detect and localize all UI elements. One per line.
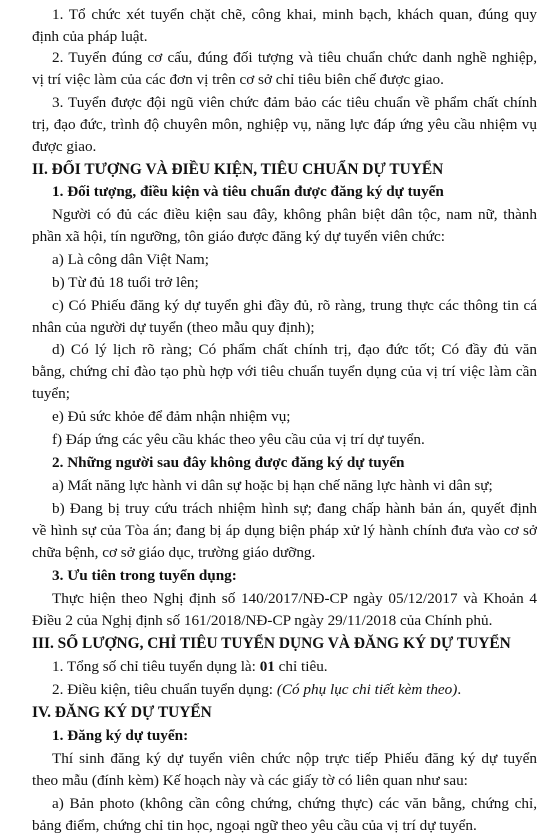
text-line: theo mẫu (đính kèm) Kế hoạch này và các giấy tờ có liên quan như sau: — [32, 772, 468, 789]
section-heading-3: III. SỐ LƯỢNG, CHỈ TIÊU TUYỂN DỤNG VÀ ĐĂNG KÝ DỰ TUYỂN — [32, 635, 511, 652]
text-line: Người có đủ các điều kiện sau đây, không phân biệt dân tộc, nam nữ, thành — [52, 206, 537, 223]
text-line: định của pháp luật. — [32, 28, 148, 45]
text-line: vị trí việc làm của các đơn vị trên cơ sở chỉ tiêu biên chế được giao. — [32, 71, 444, 88]
text-line: 3. Tuyển được đội ngũ viên chức đảm bảo các tiêu chuẩn về phẩm chất chính — [52, 94, 537, 111]
conditions-prefix: 2. Điều kiện, tiêu chuẩn tuyển dụng: — [52, 681, 277, 698]
quota-prefix: 1. Tổng số chỉ tiêu tuyển dụng là: — [52, 658, 260, 675]
subsection-heading: 3. Ưu tiên trong tuyển dụng: — [52, 567, 237, 584]
conditions-suffix: . — [457, 681, 462, 698]
conditions-line — [52, 680, 537, 699]
text-line: trị, đạo đức, trình độ chuyên môn, nghiệp vụ, năng lực đáp ứng yêu cầu nhiệm vụ — [32, 116, 537, 133]
subsection-heading: 1. Đăng ký dự tuyển: — [52, 727, 189, 744]
list-item: c) Có Phiếu đăng ký dự tuyển ghi đầy đủ, rõ ràng, trung thực các thông tin cá — [52, 297, 537, 314]
list-item: a) Là công dân Việt Nam; — [52, 251, 209, 268]
list-item: f) Đáp ứng các yêu cầu khác theo yêu cầu của vị trí dự tuyển. — [52, 431, 425, 448]
text-line: Thực hiện theo Nghị định số 140/2017/NĐ-CP ngày 05/12/2017 và Khoản 4 — [52, 590, 537, 607]
quota-line — [52, 657, 537, 676]
text-line: phần xã hội, tín ngưỡng, tôn giáo được đăng ký dự tuyển viên chức: — [32, 228, 445, 245]
text-line: bằng, chứng chỉ đào tạo phù hợp với tiêu chuẩn tuyển dụng của vị trí việc làm cần — [32, 363, 537, 380]
text-line: bảng điểm, chứng chỉ tin học, ngoại ngữ theo yêu cầu của vị trí dự tuyển. — [32, 817, 477, 834]
text-line: chữa bệnh, cơ sở giáo dục, trường giáo dưỡng. — [32, 544, 316, 561]
text-line: 2. Tuyển đúng cơ cấu, đúng đối tượng và tiêu chuẩn chức danh nghề nghiệp, — [52, 49, 537, 66]
section-heading-4: IV. ĐĂNG KÝ DỰ TUYỂN — [32, 704, 212, 721]
list-item: e) Đủ sức khỏe để đảm nhận nhiệm vụ; — [52, 408, 291, 425]
text-line: tuyển; — [32, 385, 70, 402]
quota-value: 01 — [259, 658, 275, 675]
list-item: d) Có lý lịch rõ ràng; Có phẩm chất chính trị, đạo đức tốt; Có đầy đủ văn — [52, 341, 537, 358]
list-item: b) Đang bị truy cứu trách nhiệm hình sự; đang chấp hành bản án, quyết định — [52, 500, 537, 517]
subsection-heading: 2. Những người sau đây không được đăng ký dự tuyển — [52, 454, 405, 471]
list-item: a) Bản photo (không cần công chứng, chứng thực) các văn bằng, chứng chỉ, — [52, 795, 537, 812]
text-line: Thí sinh đăng ký dự tuyển viên chức nộp trực tiếp Phiếu đăng ký dự tuyển — [52, 750, 537, 767]
list-item: b) Từ đủ 18 tuổi trở lên; — [52, 274, 199, 291]
section-heading-2: II. ĐỐI TƯỢNG VÀ ĐIỀU KIỆN, TIÊU CHUẨN DỰ TUYỂN — [32, 161, 444, 178]
text-line: về hình sự của Tòa án; đang bị áp dụng biện pháp xử lý hành chính đưa vào cơ sở — [32, 522, 537, 539]
list-item: a) Mất năng lực hành vi dân sự hoặc bị hạn chế năng lực hành vi dân sự; — [52, 477, 493, 494]
text-line: Điều 2 của Nghị định số 161/2018/NĐ-CP ngày 29/11/2018 của Chính phủ. — [32, 612, 493, 629]
conditions-note: (Có phụ lục chi tiết kèm theo) — [276, 681, 458, 698]
text-line: nhân của người dự tuyển (theo mẫu quy định); — [32, 319, 315, 336]
text-line: được giao. — [32, 138, 97, 155]
subsection-heading: 1. Đối tượng, điều kiện và tiêu chuẩn được đăng ký dự tuyển — [52, 183, 444, 200]
quota-suffix: chỉ tiêu. — [274, 658, 328, 675]
text-line: 1. Tổ chức xét tuyển chặt chẽ, công khai, minh bạch, khách quan, đúng quy — [52, 6, 537, 23]
